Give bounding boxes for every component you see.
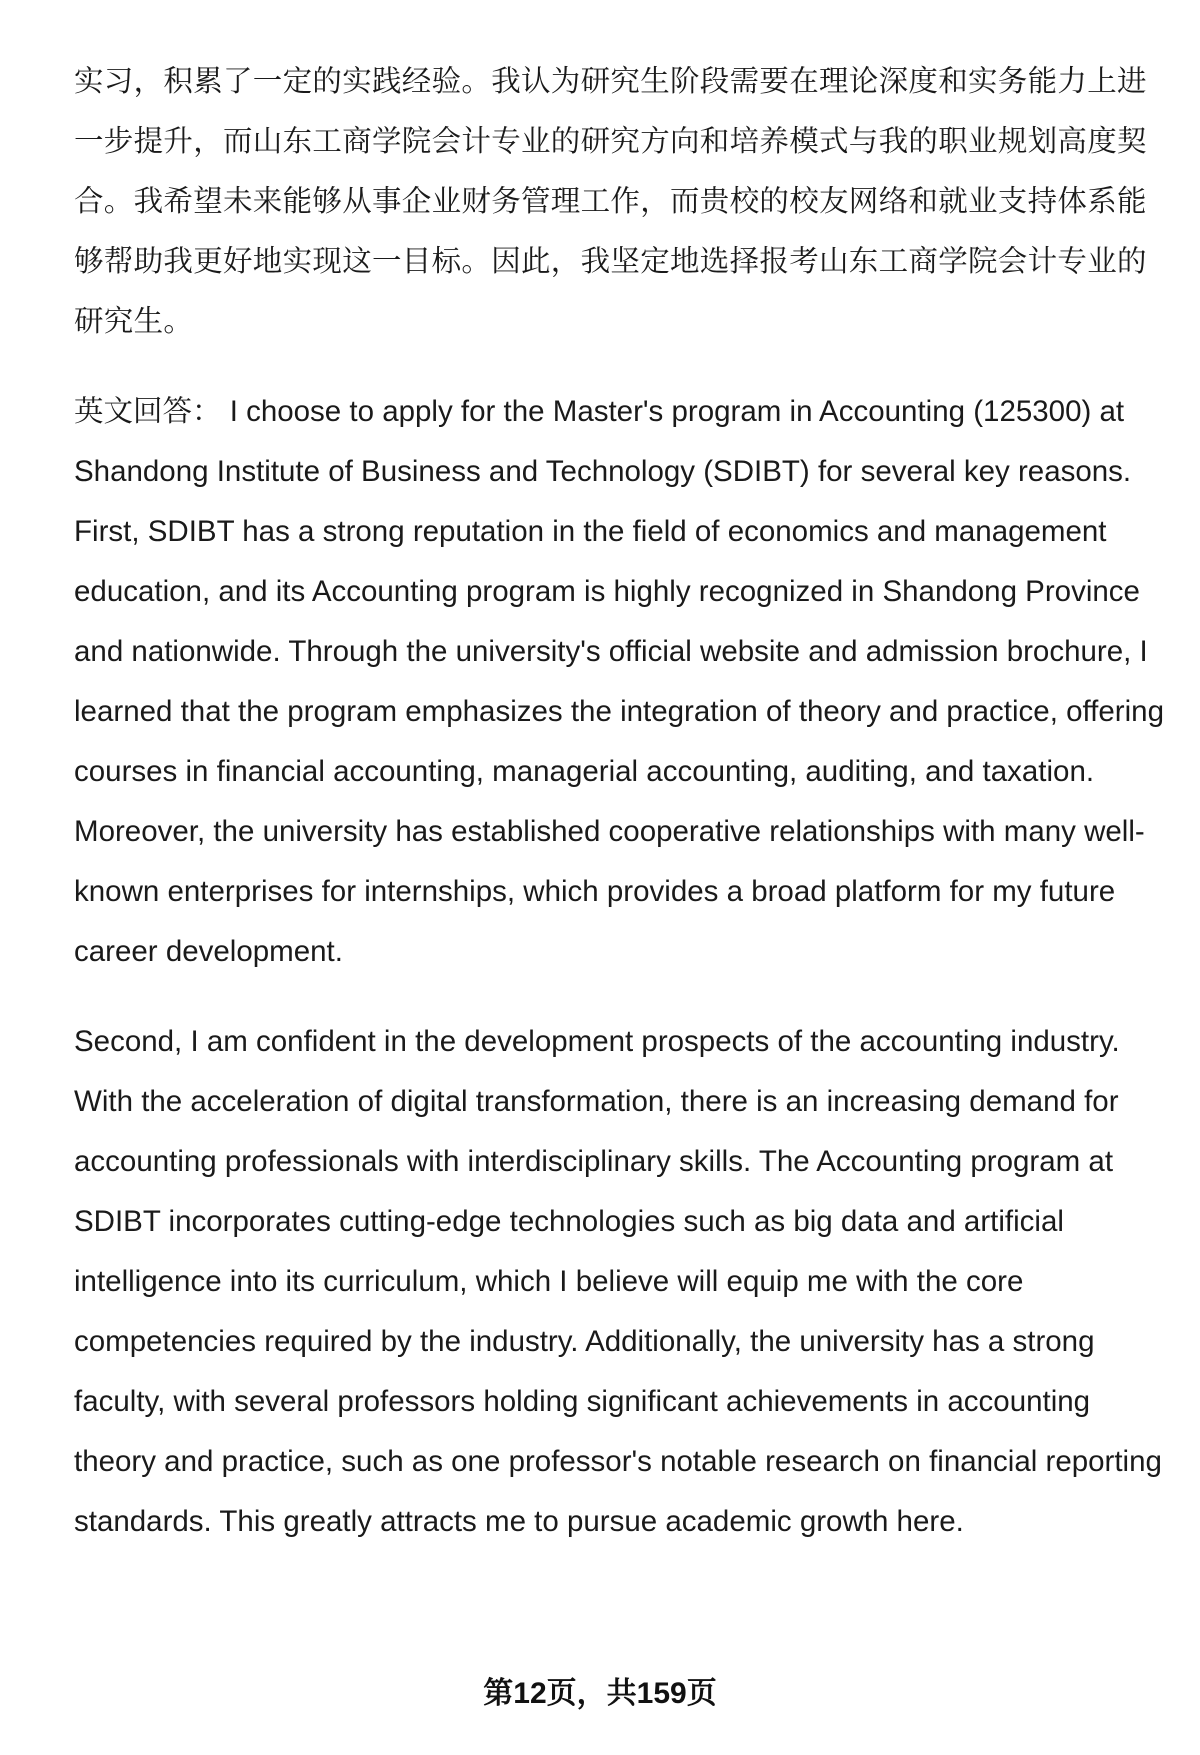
paragraph-chinese-answer: 实习，积累了一定的实践经验。我认为研究生阶段需要在理论深度和实务能力上进一步提升，而山东工商学院会计专业的研究方向和培养模式与我的职业规划高度契合。我希望未来能够从事企业财务管理工作，而贵校的校友网络和就业支持体系能够帮助我更好地实现这一目标。因此，我坚定地选择报考山东工商学院会计专业的研究生。	[74, 65, 1147, 338]
paragraph-english-answer-2: Second, I am confident in the development prospects of the accounting industry. With the acceleration of digital transformation, there is an increasing demand for accounting professionals with interdisciplinary skills. The Accounting program at SDIBT incorporates cutting-edge technologies such as big data and artificial intelligence into its curriculum, which I believe will equip me with the core competencies required by the industry. Additionally, the university has a strong faculty, with several professors holding significant achievements in accounting theory and practice, such as one professor's notable research on financial reporting standards. This greatly attracts me to pursue academic growth here.	[74, 1025, 1162, 1538]
document-body	[74, 52, 1164, 1552]
page-number-footer: 第12页，共159页	[483, 1677, 717, 1710]
paragraph-english-answer-1: 英文回答： I choose to apply for the Master's program in Accounting (125300) at Shandong Institute of Business and Technology (SDIBT) for several key reasons. First, SDIBT has a strong reputation in the field of economics and management education, and its Accounting program is highly recognized in Shandong Province and nationwide. Through the university's official website and admission brochure, I learned that the program emphasizes the integration of theory and practice, offering courses in financial accounting, managerial accounting, auditing, and taxation. Moreover, the university has established cooperative relationships with many well-known enterprises for internships, which provides a broad platform for my future career development.	[74, 395, 1164, 968]
